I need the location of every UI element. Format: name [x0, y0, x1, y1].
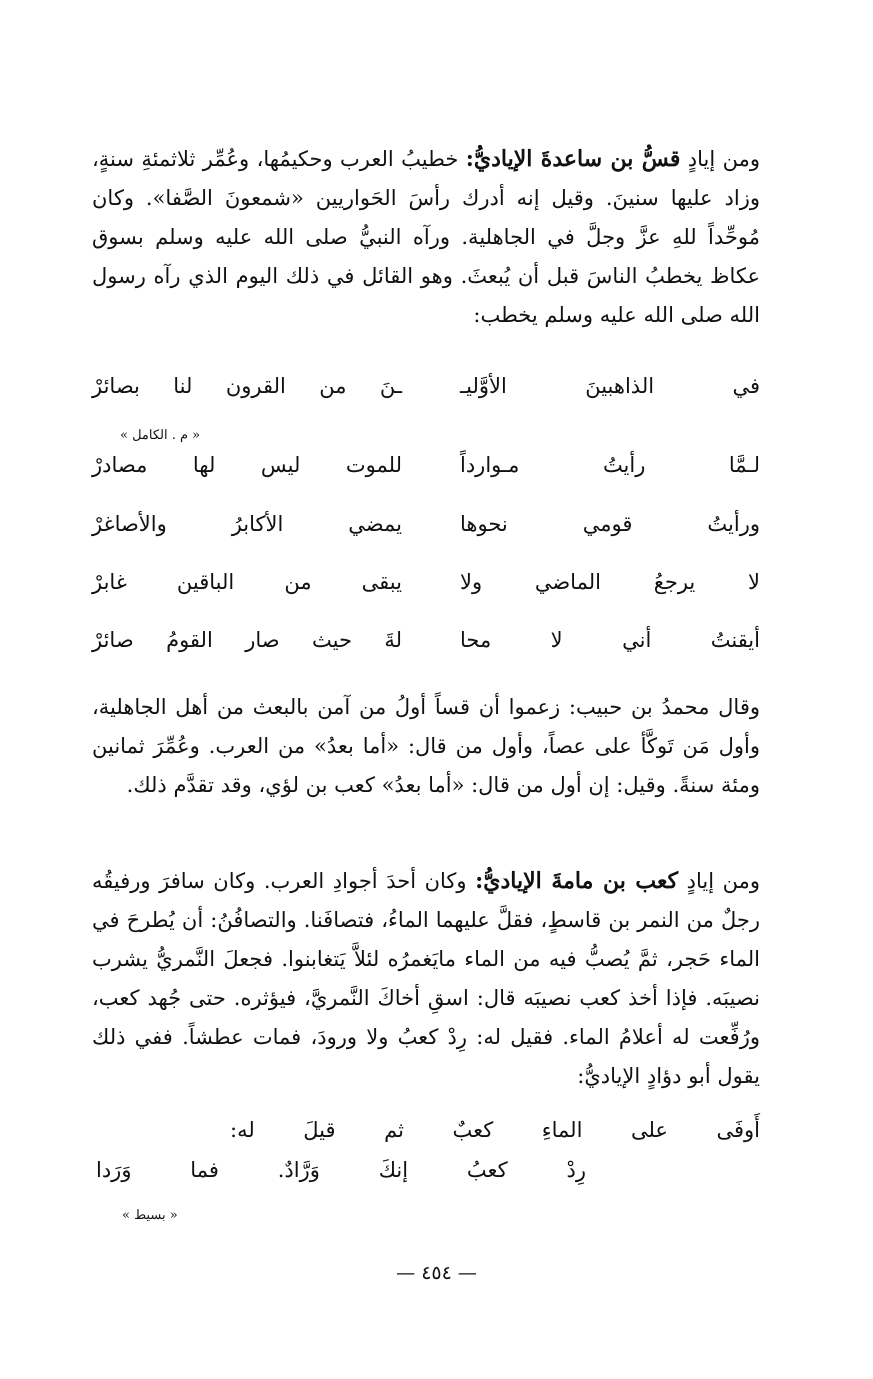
verse-first-hemistich: أيقنتُ أني لا محا	[460, 628, 760, 652]
verse-second-hemistich: للموت ليس لها مصادرْ	[92, 453, 402, 477]
paragraph-text: وقال محمدُ بن حبيب: زعموا أن قساً أولُ من آمن بالبعث من أهل الجاهلية، وأول مَن تَوكَّأ على عصاً، وأول من قال: «أما بعدُ» من العرب. وعُمِّرَ ثمانين ومئة سنةً. وقيل: إن أول من قال: «أما بعدُ» كعب بن لؤي، وقد تقدَّم ذلك.	[92, 695, 760, 797]
paragraph-text: خطيبُ العرب وحكيمُها، وعُمِّر ثلاثمئةِ سنةٍ، وزاد عليها سنينَ. وقيل إنه أدرك رأسَ الحَواريين «شمعونَ الصَّفا». وكان مُوحِّداً للهِ عزَّ وجلَّ في الجاهلية. ورآه النبيُّ صلى الله عليه وسلم بسوق عكاظ يخطبُ الناسَ قبل أن يُبعثَ. وهو القائل في ذلك اليوم الذي رآه رسول الله صلى الله عليه وسلم يخطب:	[92, 147, 760, 327]
verse-second-hemistich: ـنَ من القرون لنا بصائرْ	[92, 374, 402, 398]
verse-first-hemistich: لا يرجعُ الماضي ولا	[460, 570, 760, 594]
verse-line	[92, 453, 760, 493]
verse-first-hemistich: أَوفَى على الماءِ كعبٌ ثم قيلَ له:	[230, 1118, 760, 1142]
meter-label: « بسيط »	[122, 1208, 178, 1223]
verse-second-hemistich: يبقى من الباقين غابرْ	[92, 570, 402, 594]
heading-kaab-ibn-mama: كعب بن مامةَ الإياديُّ:	[475, 868, 679, 894]
verse-line	[92, 374, 760, 414]
paragraph-intro: ومن إيادٍ	[678, 869, 761, 893]
verse-second-hemistich: يمضي الأكابرُ والأصاغرْ	[92, 512, 402, 536]
verse-line	[92, 570, 760, 610]
verse-line	[92, 628, 760, 668]
verse-first-hemistich: لـمَّا رأيتُ مـوارداً	[460, 453, 760, 477]
paragraph-quss	[92, 140, 760, 335]
verse-line	[92, 512, 760, 552]
paragraph-text: وكان أحدَ أجوادِ العرب. وكان سافرَ ورفيقُه رجلٌ من النمر بن قاسطٍ، فقلَّ عليهما الماءُ، فتصافَنا. والتصافُنُ: أن يُطرحَ في الماء حَجر، ثمَّ يُصبُّ فيه من الماء مايَغمرُه لئلاَّ يَتغابنوا. فجعلَ النَّمريُّ يشرب نصيبَه. فإذا أخذ كعب نصيبَه قال: اسقِ أخاكَ النَّمريَّ، فيؤثره. حتى جُهد كعب، ورُفِّعت له أعلامُ الماء. فقيل له: رِدْ كعبُ ولا ورودَ، فمات عطشاً. ففي ذلك يقول أبو دؤادٍ الإياديُّ:	[92, 869, 760, 1088]
heading-quss-ibn-saida: قسُّ بن ساعدةَ الإياديُّ:	[465, 146, 681, 172]
verse-first-hemistich: في الذاهبينَ الأوَّليـ	[460, 374, 760, 398]
meter-label: « م . الكامل »	[120, 428, 201, 443]
verse-second-hemistich: رِدْ كعبُ إنكَ وَرَّادٌ. فما وَرَدا	[96, 1158, 586, 1182]
page-number: — ٤٥٤ —	[396, 1262, 477, 1284]
paragraph-kaab	[92, 862, 760, 1096]
paragraph-intro: ومن إيادٍ	[680, 147, 760, 171]
verse-first-hemistich: ورأيتُ قومي نحوها	[460, 512, 760, 536]
verse-second-hemistich: لةَ حيث صار القومُ صائرْ	[92, 628, 402, 652]
paragraph-ibn-habib	[92, 688, 760, 805]
